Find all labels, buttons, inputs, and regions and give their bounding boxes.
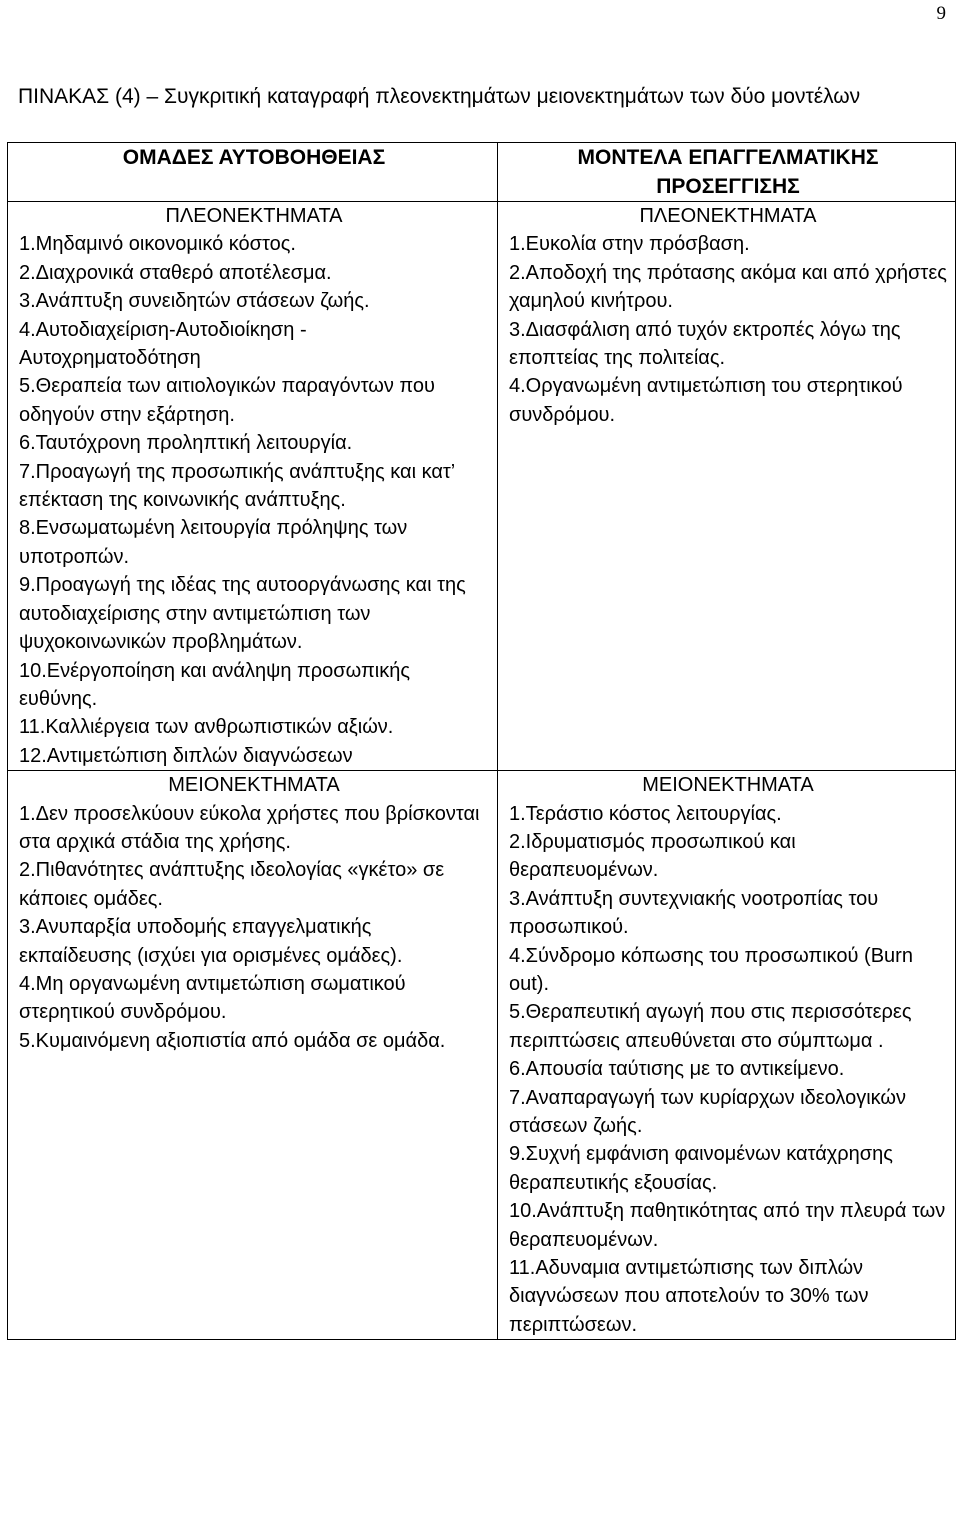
table-title: ΠΙΝΑΚΑΣ (4) – Συγκριτική καταγραφή πλεονεκτημάτων μειονεκτημάτων των δύο μοντέλων xyxy=(18,85,861,108)
list-item: 9.Προαγωγή της ιδέας της αυτοοργάνωσης και της αυτοδιαχείρισης στην αντιμετώπιση των ψυχοκοινωνικών προβλημάτων. xyxy=(19,574,466,654)
list-item: 4.Μη οργανωμένη αντιμετώπιση σωματικού στερητικού συνδρόμου. xyxy=(19,972,406,1024)
header-self-help-groups: ΟΜΑΔΕΣ ΑΥΤΟΒΟΗΘΕΙΑΣ xyxy=(8,143,498,202)
list-item: 1.Ευκολία στην πρόσβαση. xyxy=(509,233,750,256)
list-item: 2.Αποδοχή της πρότασης ακόμα και από χρήστες χαμηλού κινήτρου. xyxy=(509,261,947,313)
list-item: 3.Ανάπτυξη συνειδητών στάσεων ζωής. xyxy=(19,290,370,313)
list-item: 2.Ιδρυματισμός προσωπικού και θεραπευομένων. xyxy=(509,830,796,882)
section-heading-advantages: ΠΛΕΟΝΕΚΤΗΜΑΤΑ xyxy=(165,205,343,227)
professional-advantages-cell xyxy=(498,202,956,771)
section-heading-disadvantages: ΜΕΙΟΝΕΚΤΗΜΑΤΑ xyxy=(642,774,814,797)
list-item: 7.Προαγωγή της προσωπικής ανάπτυξης και κατ’ επέκταση της κοινωνικής ανάπτυξης. xyxy=(19,460,455,512)
list-item: 2.Διαχρονικά σταθερό αποτέλεσμα. xyxy=(19,261,332,284)
list-item: 1.Δεν προσελκύουν εύκολα χρήστες που βρίσκονται στα αρχικά στάδια της χρήσης. xyxy=(19,802,480,853)
section-heading-disadvantages: ΜΕΙΟΝΕΚΤΗΜΑΤΑ xyxy=(168,774,340,797)
section-heading-advantages: ΠΛΕΟΝΕΚΤΗΜΑΤΑ xyxy=(639,205,817,227)
list-item: 7.Αναπαραγωγή των κυρίαρχων ιδεολογικών στάσεων ζωής. xyxy=(509,1086,907,1137)
list-item: 4.Οργανωμένη αντιμετώπιση του στερητικού συνδρόμου. xyxy=(509,375,903,426)
comparison-table xyxy=(7,142,956,1340)
list-item: 10.Ανάπτυξη παθητικότητας από την πλευρά των θεραπευομένων. xyxy=(509,1200,946,1251)
self-help-disadvantages-cell xyxy=(8,771,498,1340)
list-item: 6.Απουσία ταύτισης με το αντικείμενο. xyxy=(509,1058,845,1081)
list-item: 5.Θεραπεία των αιτιολογικών παραγόντων που οδηγούν στην εξάρτηση. xyxy=(19,375,435,426)
list-item: 9.Συχνή εμφάνιση φαινομένων κατάχρησης θεραπευτικής εξουσίας. xyxy=(509,1143,893,1194)
disadvantages-row xyxy=(8,771,956,1340)
list-item: 12.Αντιμετώπιση διπλών διαγνώσεων xyxy=(19,744,353,767)
advantages-row xyxy=(8,202,956,771)
page-number: 9 xyxy=(936,3,946,24)
list-item: 4.Αυτοδιαχείριση-Αυτοδιοίκηση - Αυτοχρηματοδότηση xyxy=(19,318,307,370)
list-item: 3.Διασφάλιση από τυχόν εκτροπές λόγω της εποπτείας της πολιτείας. xyxy=(509,318,901,370)
list-item: 3.Ανυπαρξία υποδομής επαγγελματικής εκπαίδευσης (ισχύει για ορισμένες ομάδες). xyxy=(19,916,403,967)
list-item: 1.Μηδαμινό οικονομικό κόστος. xyxy=(19,233,296,256)
list-item: 2.Πιθανότητες ανάπτυξης ιδεολογίας «γκέτο» σε κάποιες ομάδες. xyxy=(19,859,445,910)
list-item: 11.Αδυναμια αντιμετώπισης των διπλών διαγνώσεων που αποτελούν το 30% των περιπτώσεων. xyxy=(509,1257,869,1336)
list-item: 5.Θεραπευτική αγωγή που στις περισσότερες περιπτώσεις απευθύνεται στο σύμπτωμα . xyxy=(509,1001,912,1052)
list-item: 6.Ταυτόχρονη προληπτική λειτουργία. xyxy=(19,432,353,455)
table-header-row xyxy=(8,143,956,202)
header-professional-models: ΜΟΝΤΕΛΑ ΕΠΑΓΓΕΛΜΑΤΙΚΗΣ ΠΡΟΣΕΓΓΙΣΗΣ xyxy=(498,143,956,202)
professional-disadvantages-cell xyxy=(498,771,956,1340)
list-item: 1.Τεράστιο κόστος λειτουργίας. xyxy=(509,802,782,825)
list-item: 3.Ανάπτυξη συντεχνιακής νοοτροπίας του προσωπικού. xyxy=(509,887,879,939)
list-item: 10.Ενέργοποίηση και ανάληψη προσωπικής ευθύνης. xyxy=(19,659,410,710)
list-item: 5.Κυμαινόμενη αξιοπιστία από ομάδα σε ομάδα. xyxy=(19,1029,446,1052)
self-help-advantages-cell xyxy=(8,202,498,771)
list-item: 4.Σύνδρομο κόπωσης του προσωπικού (Burn out). xyxy=(509,944,913,995)
list-item: 11.Καλλιέργεια των ανθρωπιστικών αξιών. xyxy=(19,716,394,739)
list-item: 8.Ενσωματωμένη λειτουργία πρόληψης των υποτροπών. xyxy=(19,517,408,568)
